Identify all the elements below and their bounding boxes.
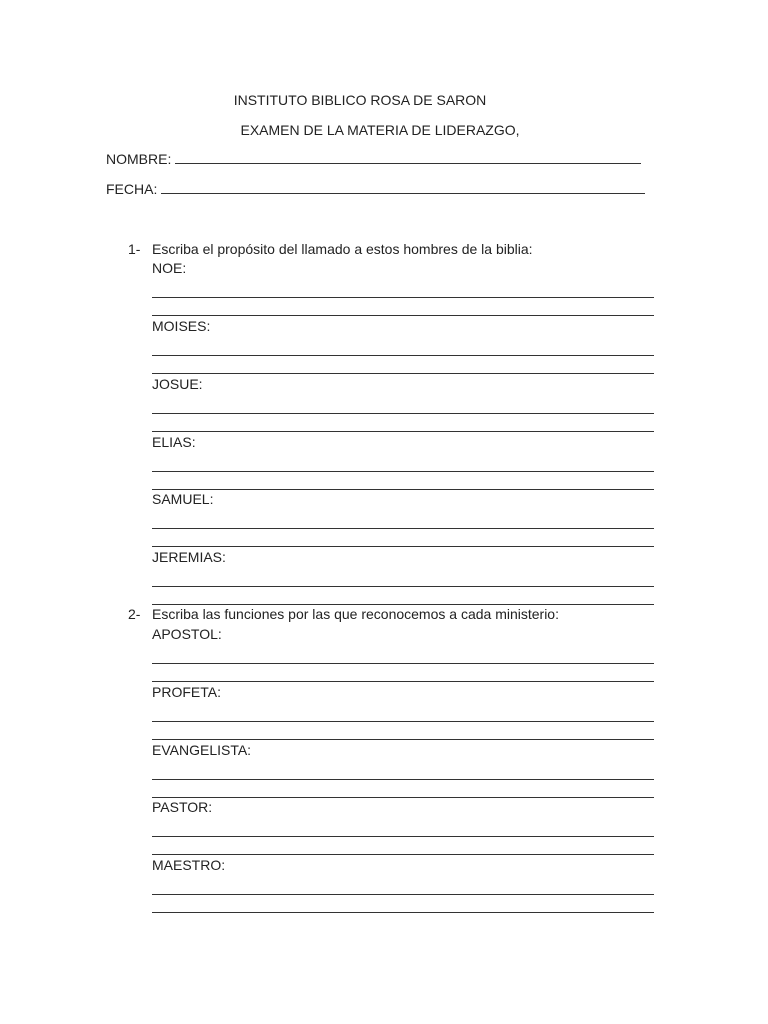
answer-line[interactable] <box>152 355 654 356</box>
date-label: FECHA: <box>106 181 158 197</box>
answer-line[interactable] <box>152 528 654 529</box>
answer-line[interactable] <box>152 894 654 895</box>
question-number: 1- <box>128 241 141 257</box>
name-blank-line[interactable] <box>175 151 641 164</box>
answer-line[interactable] <box>152 489 654 490</box>
question-text: Escriba el propósito del llamado a estos hombres de la biblia: <box>152 241 533 257</box>
answer-label-apostol: APOSTOL: <box>152 626 222 642</box>
answer-line[interactable] <box>152 413 654 414</box>
answer-line[interactable] <box>152 739 654 740</box>
answer-label-moises: MOISES: <box>152 318 211 334</box>
answer-label-profeta: PROFETA: <box>152 684 221 700</box>
answer-line[interactable] <box>152 721 654 722</box>
answer-label-jeremias: JEREMIAS: <box>152 549 226 565</box>
answer-label-noe: NOE: <box>152 260 187 276</box>
answer-line[interactable] <box>152 315 654 316</box>
answer-line[interactable] <box>152 836 654 837</box>
answer-line[interactable] <box>152 797 654 798</box>
date-blank-line[interactable] <box>161 181 645 194</box>
answer-line[interactable] <box>152 912 654 913</box>
date-field <box>106 180 645 198</box>
answer-label-evangelista: EVANGELISTA: <box>152 742 252 758</box>
answer-line[interactable] <box>152 373 654 374</box>
answer-line[interactable] <box>152 586 654 587</box>
question-text: Escriba las funciones por las que reconocemos a cada ministerio: <box>152 606 559 622</box>
answer-line[interactable] <box>152 471 654 472</box>
institute-title: INSTITUTO BIBLICO ROSA DE SARON <box>233 92 487 108</box>
answer-line[interactable] <box>152 663 654 664</box>
answer-line[interactable] <box>152 854 654 855</box>
answer-label-samuel: SAMUEL: <box>152 491 214 507</box>
exam-title: EXAMEN DE LA MATERIA DE LIDERAZGO, <box>240 122 520 138</box>
answer-label-maestro: MAESTRO: <box>152 857 226 873</box>
answer-line[interactable] <box>152 297 654 298</box>
answer-label-pastor: PASTOR: <box>152 799 213 815</box>
name-label: NOMBRE: <box>106 151 172 167</box>
answer-line[interactable] <box>152 431 654 432</box>
answer-label-josue: JOSUE: <box>152 376 203 392</box>
answer-label-elias: ELIAS: <box>152 434 196 450</box>
question-number: 2- <box>128 606 141 622</box>
name-field <box>106 150 641 168</box>
answer-line[interactable] <box>152 681 654 682</box>
answer-line[interactable] <box>152 779 654 780</box>
answer-line[interactable] <box>152 546 654 547</box>
